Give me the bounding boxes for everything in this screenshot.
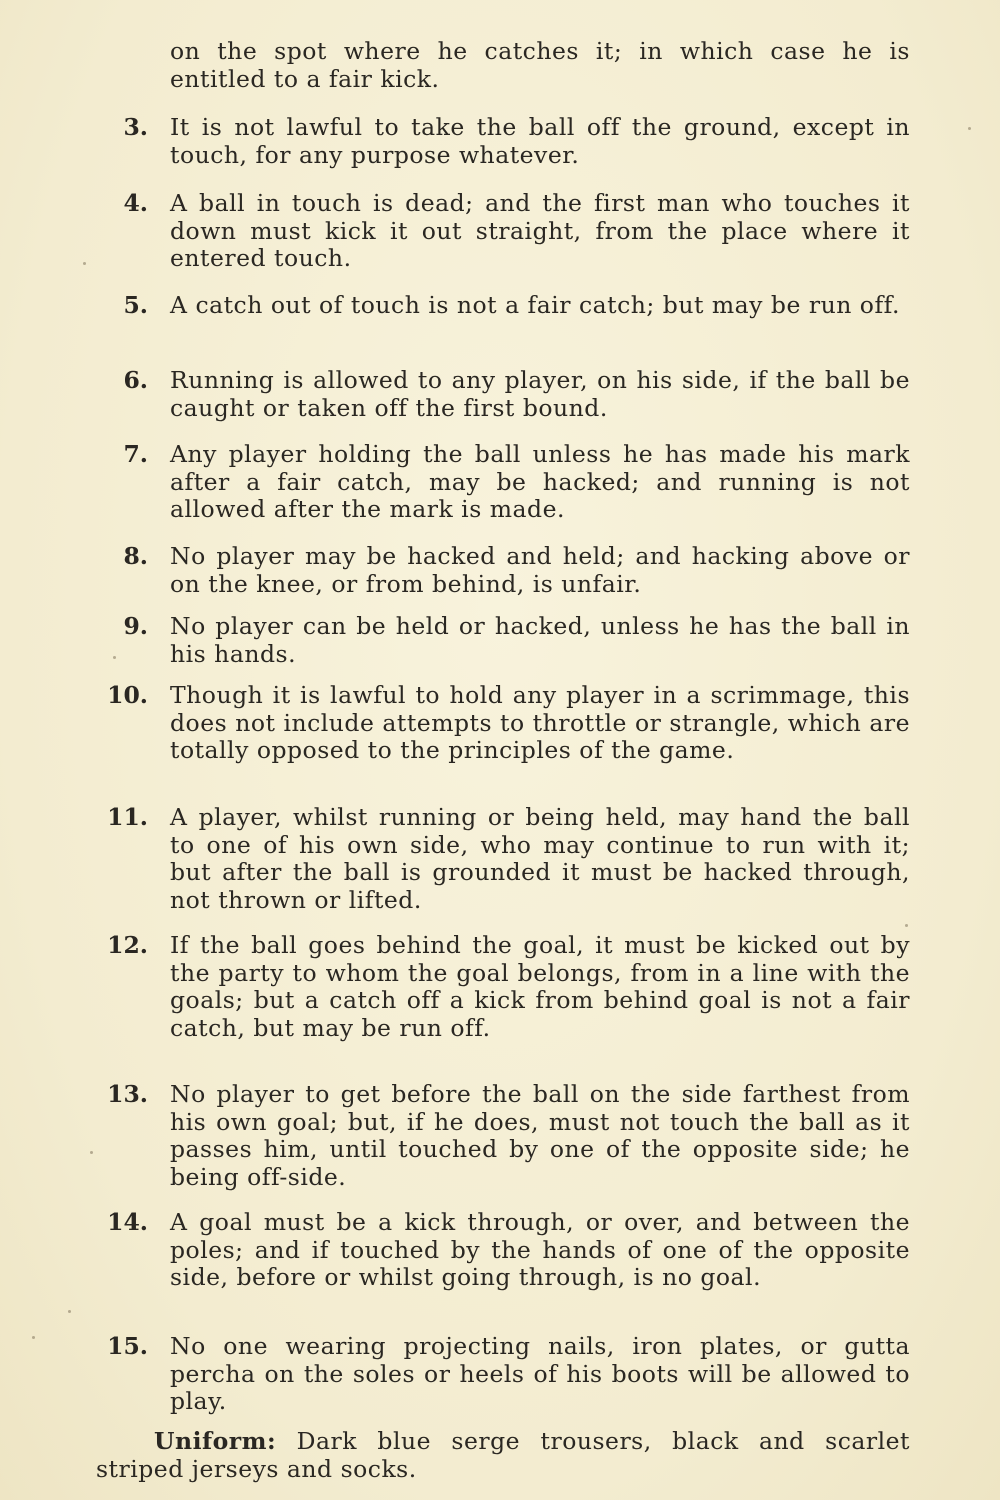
paper-speck [968,127,971,130]
rule-text: A ball in touch is dead; and the first man who touches it down must kick it out straight, from the place where it entered touch. [170,189,910,272]
rule-item [100,190,910,273]
rule-item [100,441,910,524]
rule-number: 15. [107,1332,148,1360]
rule-item [100,114,910,169]
rule-item [100,367,910,422]
uniform-paragraph [96,1428,910,1483]
rule-number: 12. [107,931,148,959]
rule-item [100,292,910,320]
rule-item [100,1081,910,1191]
rule-number: 8. [123,542,148,570]
rule-text: No player may be hacked and held; and hacking above or on the knee, or from behind, is unfair. [170,542,910,598]
rule-number: 6. [123,366,148,394]
rule-number: 5. [123,291,148,319]
rule-text: Running is allowed to any player, on his side, if the ball be caught or taken off the first bound. [170,366,910,422]
rule-text: A catch out of touch is not a fair catch; but may be run off. [170,291,900,319]
paper-speck [83,262,86,265]
rule-item [100,682,910,765]
rule-text: No player can be held or hacked, unless he has the ball in his hands. [170,612,910,668]
rule-number: 11. [107,803,148,831]
rule-text: It is not lawful to take the ball off the ground, except in touch, for any purpose whatever. [170,113,910,169]
continuation-paragraph: on the spot where he catches it; in which case he is entitled to a fair kick. [170,37,910,93]
paper-speck [905,924,908,927]
rule-item [100,1333,910,1416]
rule-number: 14. [107,1208,148,1236]
rule-text: If the ball goes behind the goal, it must be kicked out by the party to whom the goal belongs, from in a line with the goals; but a catch off a kick from behind goal is not a fair catch, but may be run off. [170,931,910,1042]
paper-speck [68,1310,71,1313]
uniform-label: Uniform: [154,1427,277,1455]
rule-item [100,932,910,1042]
rule-number: 10. [107,681,148,709]
rule-text: No one wearing projecting nails, iron plates, or gutta percha on the soles or heels of his boots will be allowed to play. [170,1332,910,1415]
uniform-text: Dark blue serge trousers, black and scarlet striped jerseys and socks. [96,1427,910,1483]
rule-text: Though it is lawful to hold any player in a scrimmage, this does not include attempts to throttle or strangle, which are totally opposed to the principles of the game. [170,681,910,764]
rule-text: Any player holding the ball unless he has made his mark after a fair catch, may be hacked; and running is not allowed after the mark is made. [170,440,910,523]
rule-number: 13. [107,1080,148,1108]
rule-number: 9. [123,612,148,640]
rule-item [100,543,910,598]
rule-item [100,613,910,668]
rule-text: No player to get before the ball on the side farthest from his own goal; but, if he does, must not touch the ball as it passes him, until touched by one of the opposite side; he being off-side. [170,1080,910,1191]
rule-item [100,1209,910,1292]
rule-item [100,804,910,914]
paper-speck [32,1336,35,1339]
paper-speck [113,656,116,659]
rule-text: A player, whilst running or being held, may hand the ball to one of his own side, who may continue to run with it; but after the ball is grounded it must be hacked through, not thrown or lifted. [170,803,910,914]
rule-number: 3. [123,113,148,141]
rule-number: 4. [123,189,148,217]
paper-speck [90,1151,93,1154]
rule-text: A goal must be a kick through, or over, and between the poles; and if touched by the hands of one of the opposite side, before or whilst going through, is no goal. [170,1208,910,1291]
rule-number: 7. [123,440,148,468]
